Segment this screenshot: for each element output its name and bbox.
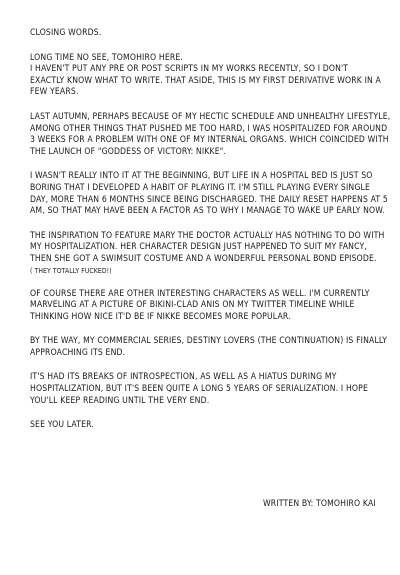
text-line: DAY, MORE THAN 6 MONTHS SINCE BEING DISCHARGED. THE DAILY RESET HAPPENS AT 5 [30, 194, 388, 205]
paragraph-hospitalization [30, 111, 391, 158]
text-line: THE INSPIRATION TO FEATURE MARY THE DOCTOR ACTUALLY HAS NOTHING TO DO WITH [30, 230, 385, 241]
paragraph-serialization [30, 372, 375, 407]
text-line: THEN SHE GOT A SWIMSUIT COSTUME AND A WONDERFUL PERSONAL BOND EPISODE. [30, 253, 377, 264]
text-line: YOU'LL KEEP READING UNTIL THE VERY END. [30, 395, 210, 406]
page-title: CLOSING WORDS. [30, 28, 102, 38]
text-line: LAST AUTUMN, PERHAPS BECAUSE OF MY HECTIC SCHEDULE AND UNHEALTHY LIFESTYLE, [30, 111, 391, 122]
text-line: 3 WEEKS FOR A PROBLEM WITH ONE OF MY INTERNAL ORGANS. WHICH COINCIDED WITH [30, 135, 389, 146]
text-line: I WASN'T REALLY INTO IT AT THE BEGINNING, BUT LIFE IN A HOSPITAL BED IS JUST SO [30, 171, 373, 182]
text-line: HOSPITALIZATION, BUT IT'S BEEN QUITE A LONG 5 YEARS OF SERIALIZATION. I HOPE [30, 384, 369, 395]
paragraph-intro [30, 52, 381, 99]
text-line: EXACTLY KNOW WHAT TO WRITE. THAT ASIDE, THIS IS MY FIRST DERIVATIVE WORK IN A [30, 75, 381, 86]
signoff: SEE YOU LATER. [30, 420, 94, 431]
text-line: MARVELING AT A PICTURE OF BIKINI-CLAD ANIS ON MY TWITTER TIMELINE WHILE [30, 300, 355, 311]
text-line: THE LAUNCH OF "GODDESS OF VICTORY: NIKKE". [30, 146, 227, 157]
text-line: THINKING HOW NICE IT'D BE IF NIKKE BECOMES MORE POPULAR. [30, 311, 291, 322]
text-line: AMONG OTHER THINGS THAT PUSHED ME TOO HARD, I WAS HOSPITALIZED FOR AROUND [30, 123, 388, 134]
aside-note: ( THEY TOTALLY FUCKED!) [30, 266, 112, 275]
text-line: APPROACHING ITS END. [30, 347, 126, 358]
paragraph-commercial-series [30, 336, 388, 359]
text-line: FEW YEARS. [30, 87, 79, 98]
text-line: OF COURSE THERE ARE OTHER INTERESTING CHARACTERS AS WELL. I'M CURRENTLY [30, 288, 370, 299]
paragraph-playing-game [30, 171, 388, 217]
text-line: AM, SO THAT MAY HAVE BEEN A FACTOR AS TO WHY I MANAGE TO WAKE UP EARLY NOW. [30, 206, 385, 217]
paragraph-inspiration [30, 230, 385, 276]
text-line: IT'S HAD ITS BREAKS OF INTROSPECTION, AS WELL AS A HIATUS DURING MY [30, 372, 337, 383]
text-line: LONG TIME NO SEE, TOMOHIRO HERE. [30, 52, 184, 63]
text-line: I HAVEN'T PUT ANY PRE OR POST SCRIPTS IN MY WORKS RECENTLY, SO I DON'T [30, 64, 349, 75]
text-line: BY THE WAY, MY COMMERCIAL SERIES, DESTINY LOVERS (THE CONTINUATION) IS FINALLY [30, 336, 388, 347]
paragraph-other-characters [30, 289, 375, 324]
text-line: BORING THAT I DEVELOPED A HABIT OF PLAYING IT. I'M STILL PLAYING EVERY SINGLE [30, 182, 370, 193]
text-line: MY HOSPITALIZATION. HER CHARACTER DESIGN JUST HAPPENED TO SUIT MY FANCY, [30, 242, 367, 253]
signature: WRITTEN BY: TOMOHIRO KAI [263, 499, 376, 509]
